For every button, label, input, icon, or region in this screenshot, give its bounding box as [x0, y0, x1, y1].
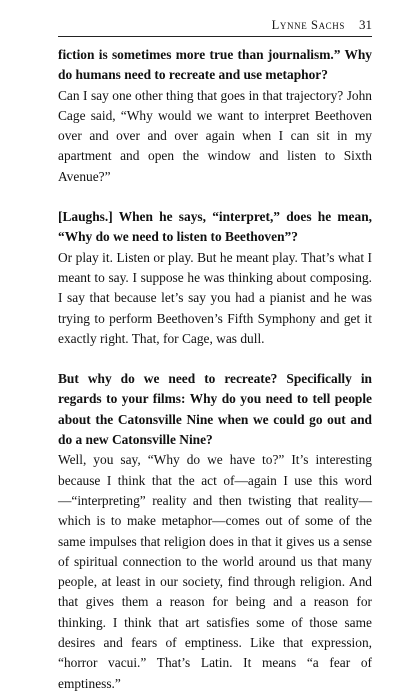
interview-question: [Laughs.] When he says, “interpret,” does he mean, “Why do we need to listen to Beethoven”?	[58, 209, 372, 245]
running-header	[58, 16, 372, 37]
interview-answer: Can I say one other thing that goes in that trajectory? John Cage said, “Why would we want to interpret Beethoven over and over and over again when I can sit in my apartment and open the window and listen to Sixth Avenue?”	[58, 87, 372, 184]
interview-text	[58, 45, 372, 694]
interview-question: fiction is sometimes more true than journalism.” Why do humans need to recreate and use metaphor?	[58, 47, 372, 83]
interview-answer: Or play it. Listen or play. But he meant play. That’s what I meant to say. I suppose he was thinking about composing. I say that because let’s say you had a pianist and he was trying to perform Beethoven’s Fifth Symphony and get it exactly right. That, for Cage, was dull.	[58, 249, 372, 346]
page-number: 31	[359, 17, 372, 32]
running-head-author: Lynne Sachs	[271, 18, 345, 32]
interview-answer: Well, you say, “Why do we have to?” It’s interesting because I think that the act of—again I use this word—“interpreting” reality and then twisting that reality—which is to make metaphor—comes out of some of the same impulses that religion does in that it gives us a sense of spiritual connection to the world around us that many people, at least in our society, find through religion. And that gives them a reason for being and a reason for thinking. I think that art satisfies some of those same desires and fears of emptiness. Like that expression, “horror vacui.” That’s Latin. It means “a fear of emptiness.”	[58, 452, 372, 691]
interview-question: But why do we need to recreate? Specifically in regards to your films: Why do you need to tell people about the Catonsville Nine when we could go out and do a new Catonsville Nine?	[58, 371, 372, 448]
